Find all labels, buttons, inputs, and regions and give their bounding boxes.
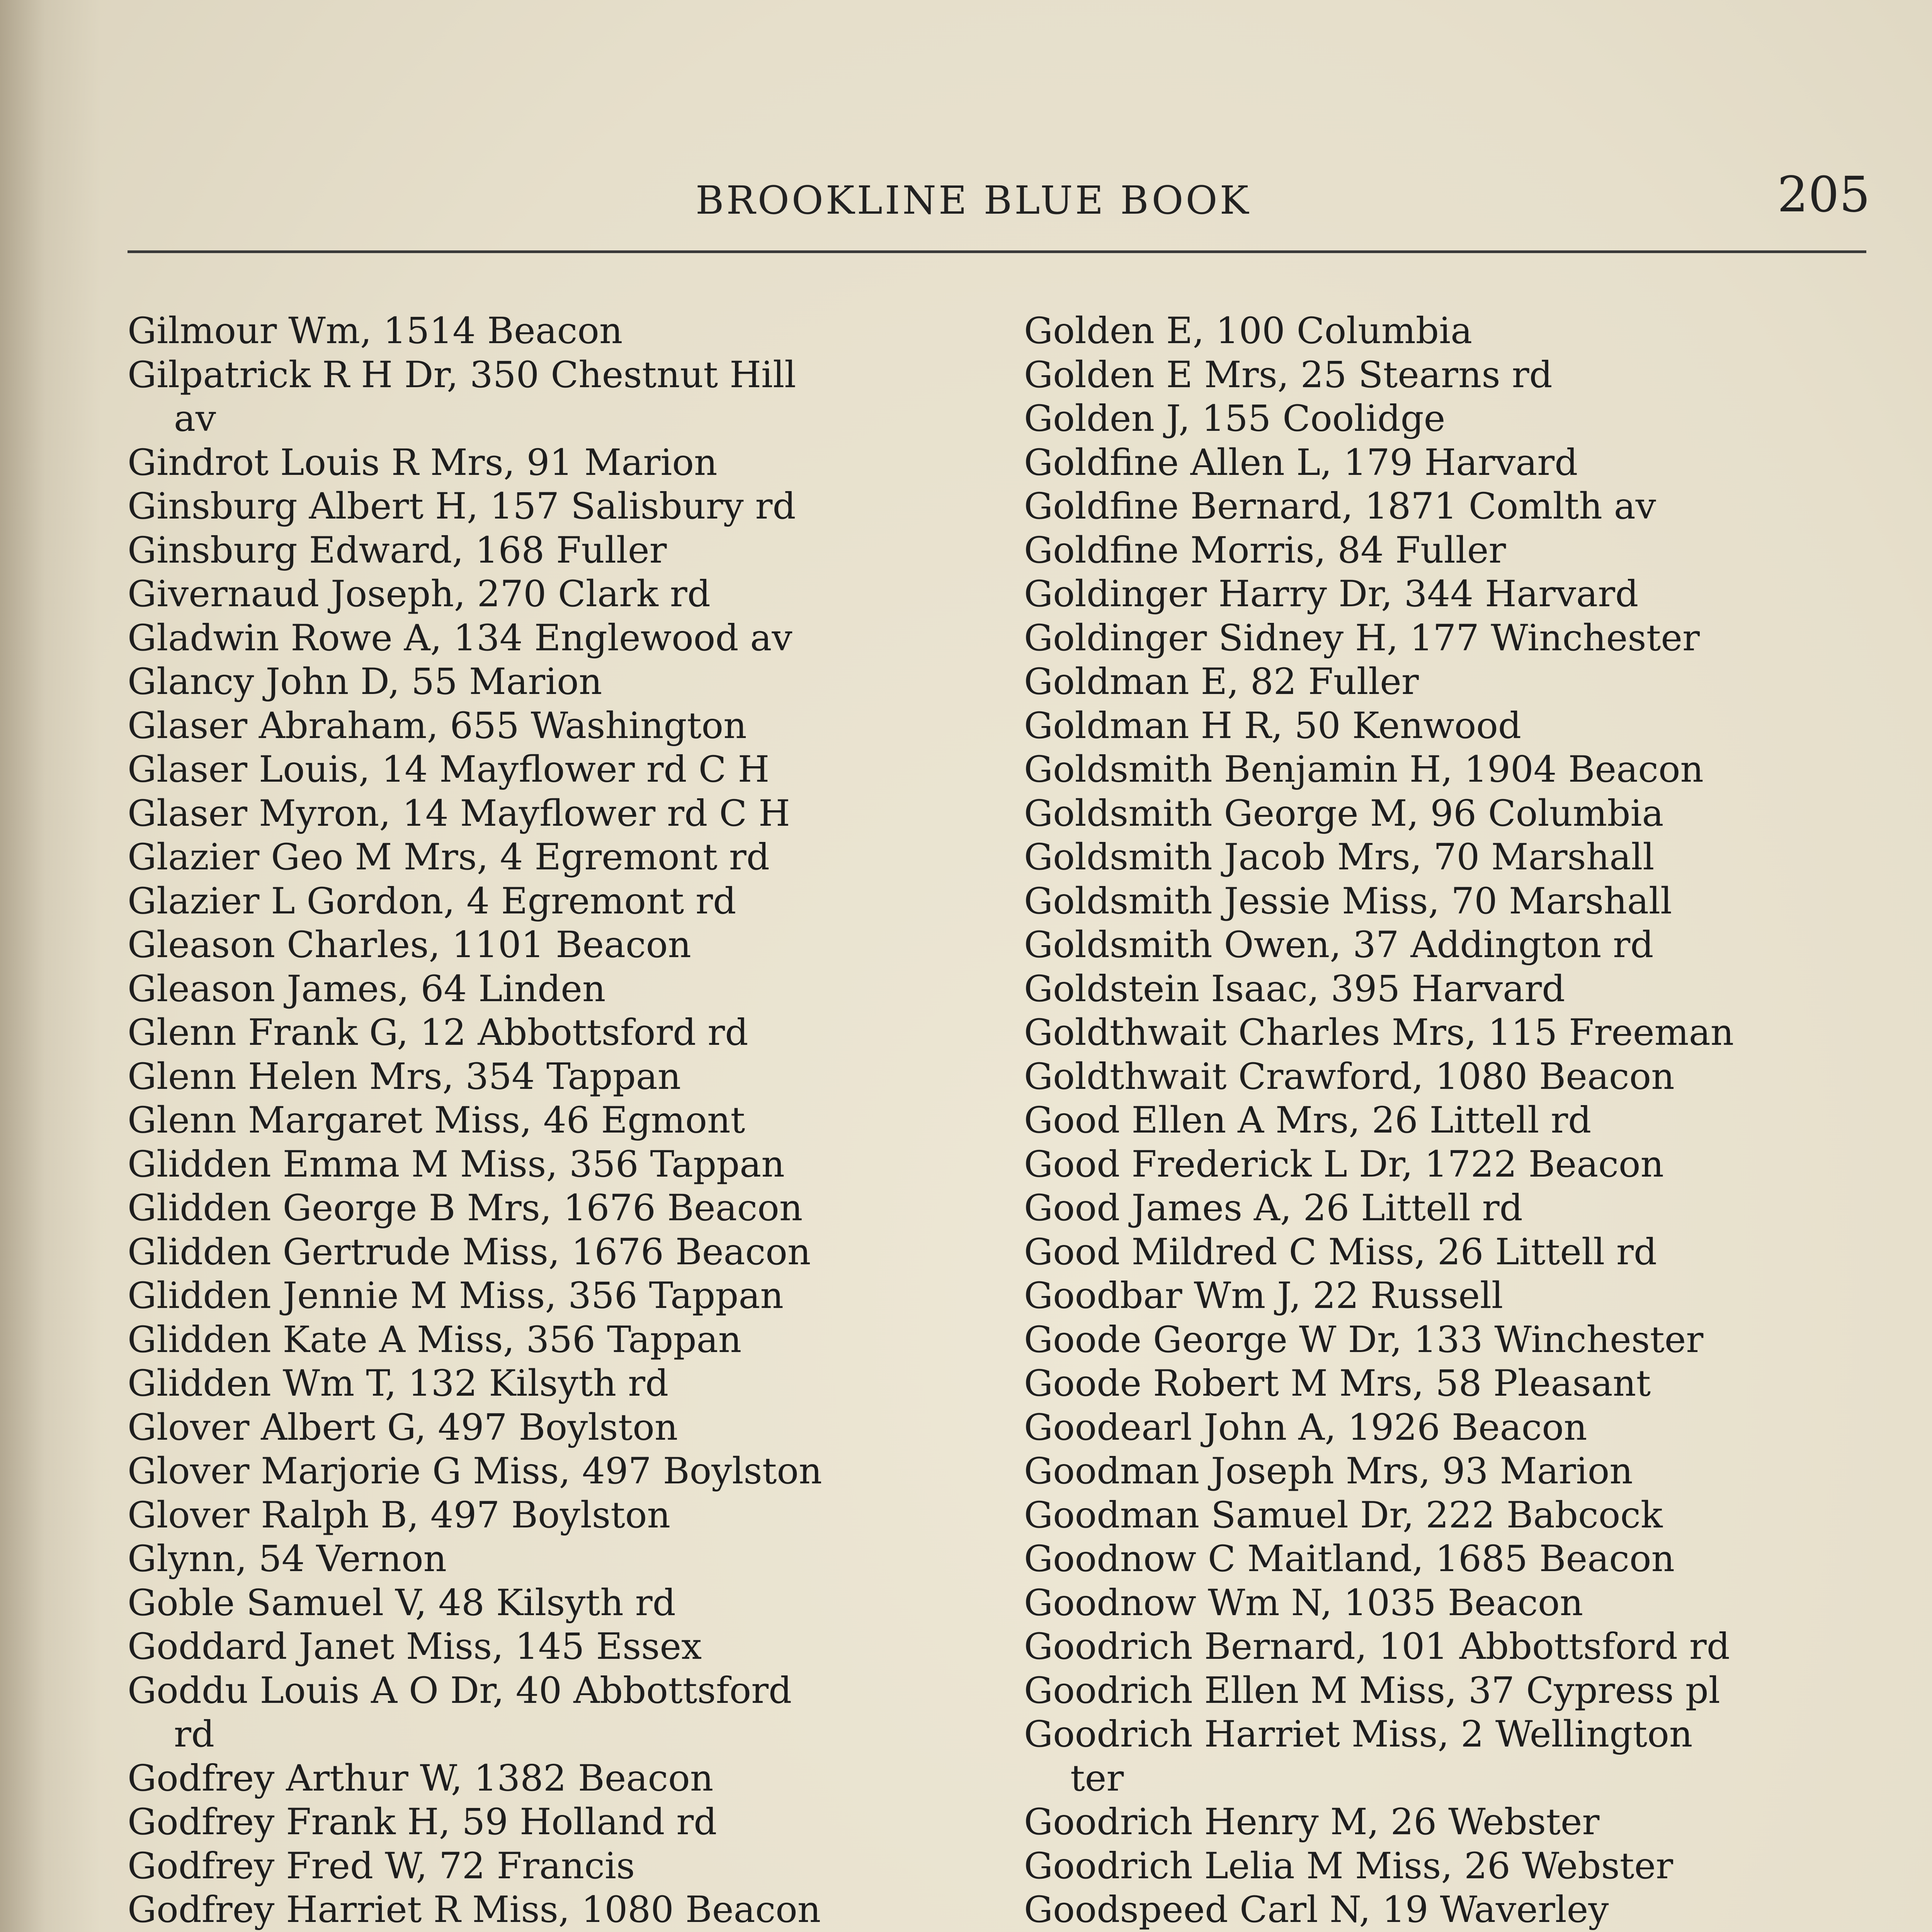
page-header: [124, 162, 1870, 240]
directory-entry: Goddu Louis A O Dr, 40 Abbottsford: [128, 1669, 792, 1712]
directory-entry: Glidden George B Mrs, 1676 Beacon: [128, 1187, 803, 1229]
directory-entry: Glenn Helen Mrs, 354 Tappan: [128, 1055, 681, 1098]
left-column: [128, 309, 978, 1932]
directory-entry: Glenn Frank G, 12 Abbottsford rd: [128, 1012, 748, 1054]
directory-entry: Goddard Janet Miss, 145 Essex: [128, 1626, 702, 1668]
directory-entry: Good James A, 26 Littell rd: [1024, 1187, 1523, 1229]
directory-entry: Glidden Wm T, 132 Kilsyth rd: [128, 1362, 669, 1405]
directory-entry: Good Ellen A Mrs, 26 Littell rd: [1024, 1099, 1592, 1141]
directory-entry: Goldsmith Owen, 37 Addington rd: [1024, 924, 1654, 966]
directory-entry: Golden E Mrs, 25 Stearns rd: [1024, 354, 1553, 396]
directory-entry: Goldthwait Charles Mrs, 115 Freeman: [1024, 1012, 1734, 1054]
header-rule: [128, 250, 1866, 253]
directory-entry: Golden J, 155 Coolidge: [1024, 398, 1446, 440]
directory-entry: Glaser Abraham, 655 Washington: [128, 704, 747, 747]
directory-entry: Goldinger Harry Dr, 344 Harvard: [1024, 573, 1639, 615]
directory-entry: Givernaud Joseph, 270 Clark rd: [128, 573, 711, 615]
directory-entry: Goodman Samuel Dr, 222 Babcock: [1024, 1494, 1663, 1536]
directory-entry: Gilmour Wm, 1514 Beacon: [128, 310, 623, 352]
directory-entry: Goodnow C Maitland, 1685 Beacon: [1024, 1538, 1675, 1580]
running-head: BROOKLINE BLUE BOOK: [696, 178, 1251, 223]
right-column: [1024, 309, 1874, 1932]
directory-entry: Glidden Emma M Miss, 356 Tappan: [128, 1143, 785, 1185]
directory-entry: Goodbar Wm J, 22 Russell: [1024, 1275, 1503, 1317]
directory-entry: Goldthwait Crawford, 1080 Beacon: [1024, 1055, 1675, 1098]
directory-entry: Goldstein Isaac, 395 Harvard: [1024, 968, 1565, 1010]
directory-entry: Goode George W Dr, 133 Winchester: [1024, 1318, 1704, 1361]
directory-entry: Goodman Joseph Mrs, 93 Marion: [1024, 1450, 1633, 1492]
directory-entry: Glover Ralph B, 497 Boylston: [128, 1494, 671, 1536]
directory-entry: Goldman H R, 50 Kenwood: [1024, 704, 1522, 747]
directory-entry: Goldsmith Jessie Miss, 70 Marshall: [1024, 880, 1672, 922]
directory-entry: Goodrich Ellen M Miss, 37 Cypress pl: [1024, 1669, 1720, 1712]
directory-entry: Glidden Kate A Miss, 356 Tappan: [128, 1318, 742, 1361]
directory-entry: Goodrich Bernard, 101 Abbottsford rd: [1024, 1626, 1730, 1668]
directory-entry: Goode Robert M Mrs, 58 Pleasant: [1024, 1362, 1651, 1405]
directory-entry: Golden E, 100 Columbia: [1024, 310, 1473, 352]
directory-entry: Goldfine Morris, 84 Fuller: [1024, 529, 1506, 571]
directory-entry-continuation: ter: [1070, 1757, 1124, 1799]
directory-entry: Goodnow Wm N, 1035 Beacon: [1024, 1582, 1583, 1624]
directory-entry: Ginsburg Albert H, 157 Salisbury rd: [128, 485, 796, 527]
directory-entry: Godfrey Frank H, 59 Holland rd: [128, 1801, 717, 1843]
directory-entry: Goble Samuel V, 48 Kilsyth rd: [128, 1582, 676, 1624]
directory-entry: Ginsburg Edward, 168 Fuller: [128, 529, 667, 571]
directory-entry: Goldinger Sidney H, 177 Winchester: [1024, 617, 1700, 659]
directory-entry: Good Mildred C Miss, 26 Littell rd: [1024, 1231, 1657, 1273]
directory-entry: Glidden Jennie M Miss, 356 Tappan: [128, 1275, 784, 1317]
directory-entry: Goodrich Henry M, 26 Webster: [1024, 1801, 1600, 1843]
directory-entry: Glenn Margaret Miss, 46 Egmont: [128, 1099, 745, 1141]
directory-entry-continuation: av: [174, 398, 216, 440]
binding-shadow: [0, 0, 100, 1932]
directory-entry: Goldsmith George M, 96 Columbia: [1024, 792, 1664, 835]
directory-entry: Goldman E, 82 Fuller: [1024, 661, 1419, 703]
directory-entry: Goldsmith Jacob Mrs, 70 Marshall: [1024, 836, 1655, 878]
directory-entry: Goodspeed Carl N, 19 Waverley: [1024, 1889, 1609, 1931]
directory-entry: Glaser Myron, 14 Mayflower rd C H: [128, 792, 790, 835]
directory-entry: Goldfine Allen L, 179 Harvard: [1024, 441, 1578, 484]
directory-entry: Glazier Geo M Mrs, 4 Egremont rd: [128, 836, 770, 878]
directory-entry: Goodrich Lelia M Miss, 26 Webster: [1024, 1845, 1673, 1887]
directory-entry: Goldfine Bernard, 1871 Comlth av: [1024, 485, 1656, 527]
directory-entry: Glazier L Gordon, 4 Egremont rd: [128, 880, 736, 922]
directory-entry: Gleason James, 64 Linden: [128, 968, 606, 1010]
directory-entry: Godfrey Harriet R Miss, 1080 Beacon: [128, 1889, 821, 1931]
directory-entry: Glaser Louis, 14 Mayflower rd C H: [128, 748, 770, 791]
directory-entry: Gindrot Louis R Mrs, 91 Marion: [128, 441, 718, 484]
directory-entry: Godfrey Fred W, 72 Francis: [128, 1845, 635, 1887]
directory-entry: Glover Marjorie G Miss, 497 Boylston: [128, 1450, 822, 1492]
directory-entry: Glynn, 54 Vernon: [128, 1538, 447, 1580]
directory-entry: Goodearl John A, 1926 Beacon: [1024, 1406, 1587, 1449]
directory-entry: Goodrich Harriet Miss, 2 Wellington: [1024, 1713, 1693, 1755]
page-number: 205: [1777, 166, 1870, 223]
directory-entry: Gleason Charles, 1101 Beacon: [128, 924, 691, 966]
directory-entry: Gladwin Rowe A, 134 Englewood av: [128, 617, 793, 659]
directory-entry: Goldsmith Benjamin H, 1904 Beacon: [1024, 748, 1704, 791]
directory-entry-continuation: rd: [174, 1713, 215, 1755]
directory-entry: Good Frederick L Dr, 1722 Beacon: [1024, 1143, 1664, 1185]
directory-entry: Glidden Gertrude Miss, 1676 Beacon: [128, 1231, 811, 1273]
directory-entry: Gilpatrick R H Dr, 350 Chestnut Hill: [128, 354, 796, 396]
directory-entry: Glancy John D, 55 Marion: [128, 661, 602, 703]
directory-entry: Glover Albert G, 497 Boylston: [128, 1406, 678, 1449]
directory-entry: Godfrey Arthur W, 1382 Beacon: [128, 1757, 714, 1799]
